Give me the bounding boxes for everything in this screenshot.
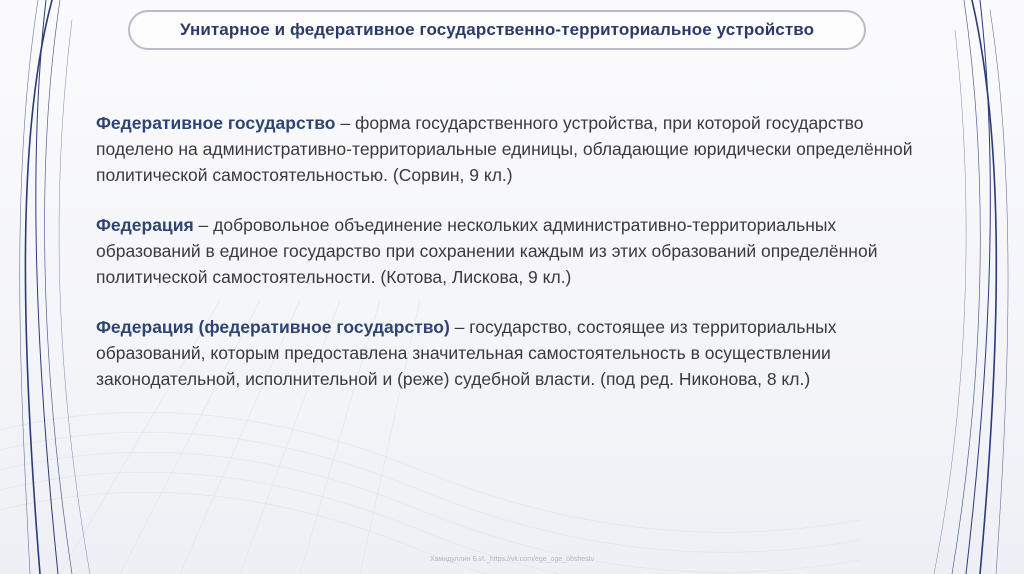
definition-term: Федеративное государство bbox=[96, 113, 336, 133]
definition-text: – форма государственного устройства, при которой государство поделено на административно-территориальные единицы, обладающие юридически определённой политической самостоятельностью. (Сорвин, 9 кл.) bbox=[96, 113, 913, 185]
definition-text: – добровольное объединение нескольких административно-территориальных образований в единое государство при сохранении каждым из этих образований определённой политической самостоятельности. (Котова, Лискова, 9 кл.) bbox=[96, 215, 878, 287]
title-banner bbox=[128, 10, 866, 50]
definition-term: Федерация bbox=[96, 215, 194, 235]
definition-paragraph bbox=[96, 212, 926, 290]
definition-paragraph bbox=[96, 314, 926, 392]
definitions-body bbox=[96, 110, 926, 416]
definition-text: – государство, состоящее из территориальных образований, которым предоставлена значительная самостоятельность в осуществлении законодательной, исполнительной и (реже) судебной власти. (под ред. Никонова, 8 кл.) bbox=[96, 317, 837, 389]
definition-paragraph bbox=[96, 110, 926, 188]
slide-title: Унитарное и федеративное государственно-территориальное устройство bbox=[179, 20, 815, 39]
definition-term: Федерация (федеративное государство) bbox=[96, 317, 450, 337]
footer-credit: Хамидуллин Б.И._https://vk.com/ege_oge_obshestv bbox=[429, 556, 595, 563]
